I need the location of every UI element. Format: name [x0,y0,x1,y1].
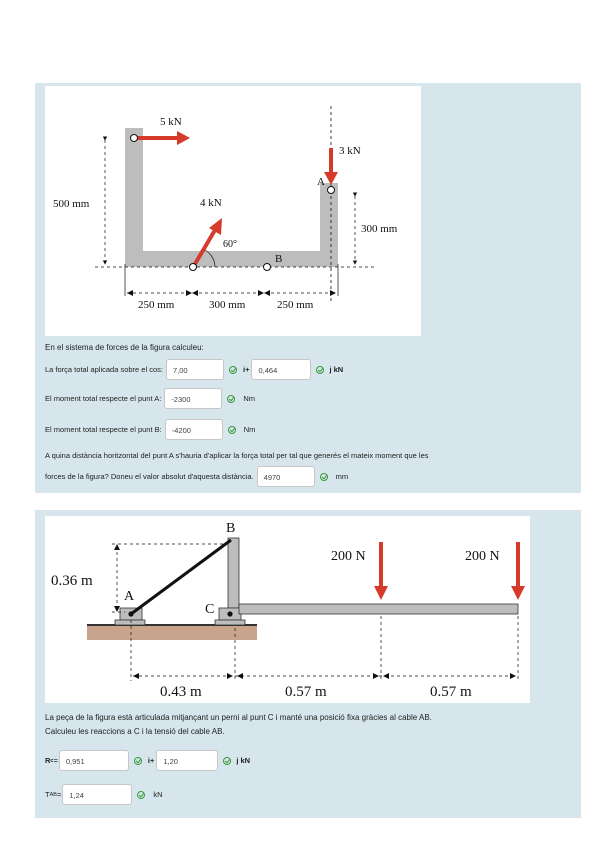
i-unit: i+ [243,365,250,374]
problem-2-intro-line2: Calculeu les reaccions a C i la tensió del cable AB. [45,727,225,736]
tension-equals: = [56,790,62,799]
force-5kn-label: 5 kN [160,116,182,128]
cable-tension-row [45,784,163,805]
moment-b-unit: Nm [243,425,256,434]
load-2-label: 200 N [465,549,500,564]
point-b-label: B [226,521,236,536]
problem-2-panel [35,510,581,818]
tension-label: T [45,790,50,799]
tension-unit: kN [153,790,163,799]
problem-1-intro: En el sistema de forces de la figura calculeu: [45,343,204,352]
reaction-unit: j kN [236,756,251,765]
total-force-label: La força total aplicada sobre el cos: [45,365,163,374]
dim-043-label: 0.43 m [160,684,202,700]
reaction-c-row [45,750,250,771]
distance-input[interactable]: 4970 [257,466,315,487]
point-a-label: A [317,176,325,188]
distance-question-line2: forces de la figura? Doneu el valor absolut d'aquesta distància. [45,472,254,481]
point-a-label: A [124,589,135,604]
load-1-label: 200 N [331,549,366,564]
reaction-c-i-input[interactable]: 0,951 [59,750,129,771]
check-icon [320,473,328,481]
force-3kn-label: 3 kN [339,145,361,157]
point-b-label: B [275,253,283,265]
check-icon [134,757,142,765]
moment-a-row [45,388,255,409]
force-system-diagram [45,86,421,336]
moment-b-label: El moment total respecte el punt B: [45,425,162,434]
problem-1-figure [45,86,421,336]
moment-a-input[interactable]: -2300 [164,388,222,409]
dim-250b-label: 250 mm [277,299,314,311]
force-4kn-label: 4 kN [200,197,222,209]
dim-300h-label: 300 mm [209,299,246,311]
dim-500-label: 500 mm [53,198,90,210]
reaction-c-label: R [45,756,51,765]
check-icon [228,426,236,434]
force-j-input[interactable]: 0,464 [251,359,311,380]
moment-a-label: El moment total respecte el punt A: [45,394,162,403]
dim-250a-label: 250 mm [138,299,175,311]
i-unit: i+ [147,756,155,765]
dim-057b-label: 0.57 m [430,684,472,700]
check-icon [137,791,145,799]
check-icon [229,366,237,374]
distance-unit: mm [335,472,349,481]
check-icon [227,395,235,403]
problem-1-panel [35,83,581,493]
distance-question-line1: A quina distància horitzontal del punt A s'hauria d'aplicar la força total per tal que generés el mateix moment que les [45,451,429,460]
check-icon [223,757,231,765]
force-unit: j kN [329,365,344,374]
reaction-c-j-input[interactable]: 1,20 [156,750,218,771]
problem-2-intro-line1: La peça de la figura està articulada mitjançant un perni al punt C i manté una posició fixa gràcies al cable AB. [45,713,432,722]
dim-057a-label: 0.57 m [285,684,327,700]
moment-b-row [45,419,255,440]
tension-input[interactable]: 1,24 [62,784,132,805]
dim-036-label: 0.36 m [51,573,93,589]
ground [87,626,257,640]
point-c-label: C [205,602,215,617]
tension-subscript: AB [49,791,57,798]
dim-300-vertical-label: 300 mm [361,223,398,235]
force-i-input[interactable]: 7,00 [166,359,224,380]
reaction-c-subscript: c [50,757,54,764]
problem-2-figure [45,516,530,703]
beam-diagram [45,516,530,703]
check-icon [316,366,324,374]
moment-b-input[interactable]: -4200 [165,419,223,440]
reaction-c-equals: = [53,756,58,765]
angle-60-label: 60° [223,239,237,250]
moment-a-unit: Nm [243,394,255,403]
total-force-row [45,359,343,380]
distance-row [45,466,348,487]
